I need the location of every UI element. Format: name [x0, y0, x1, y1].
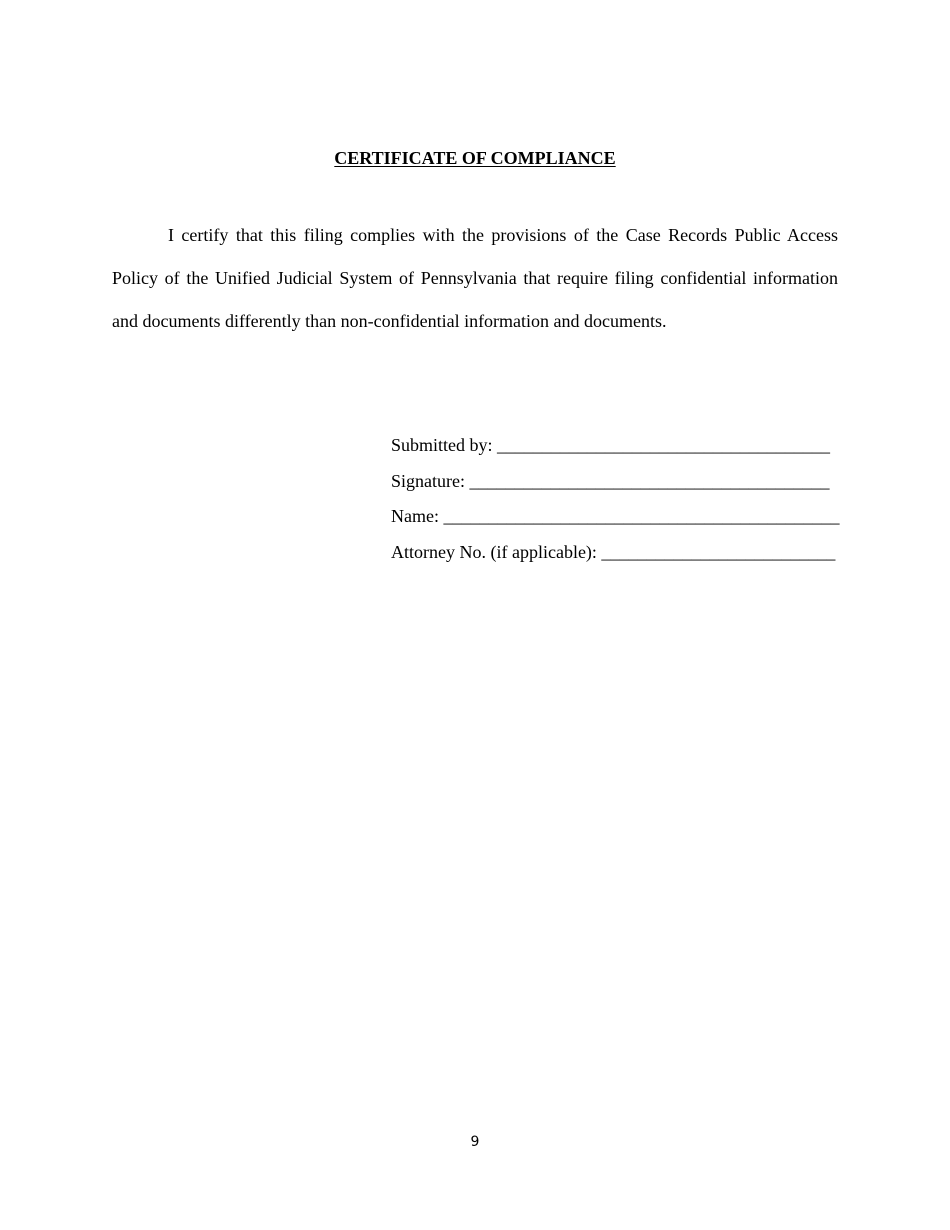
signature-line: Signature: ________________________________________ — [391, 470, 830, 491]
name-line: Name: ____________________________________________ — [391, 506, 840, 526]
certification-paragraph: I certify that this filing complies with the provisions of the Case Records Public Access Policy of the Unified Judicial System of Pennsylvania that require filing confidential information and documents differently than non-confidential information and documents. — [112, 225, 838, 331]
attorney-number-line: Attorney No. (if applicable): __________________________ — [391, 541, 836, 562]
submitted-by-line: Submitted by: _____________________________________ — [391, 435, 831, 455]
certificate-title-text: CERTIFICATE OF COMPLIANCE — [334, 148, 616, 168]
certificate-title — [0, 146, 950, 170]
page-number: 9 — [470, 1134, 480, 1150]
signature-block — [391, 428, 841, 570]
